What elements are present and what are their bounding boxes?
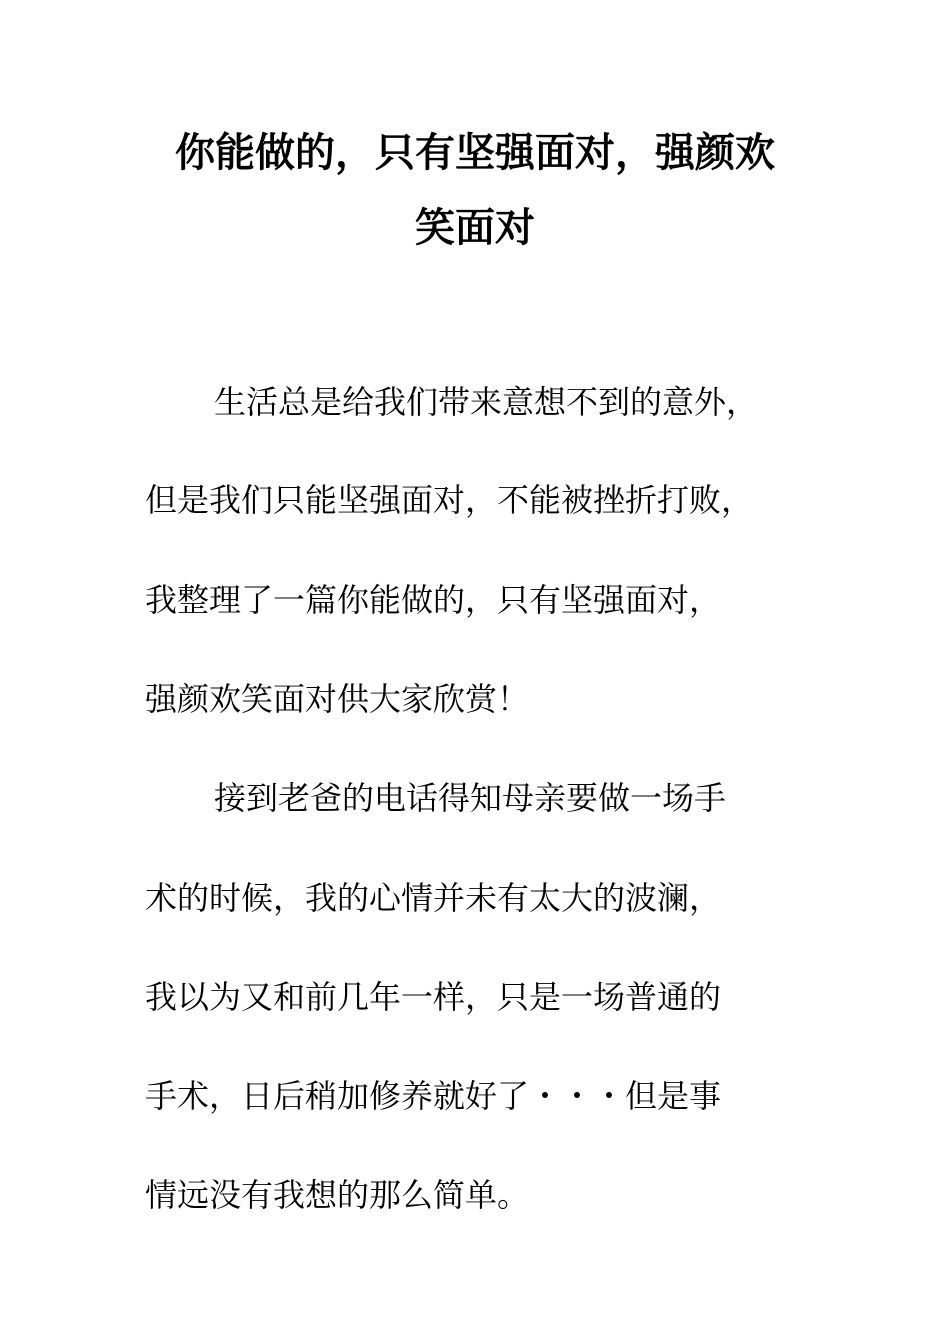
paragraph-2-line-2: 术的时候，我的心情并未有太大的波澜，: [145, 879, 722, 917]
paragraph-1-line-3: 我整理了一篇你能做的，只有坚强面对，: [145, 581, 722, 619]
title-line-2: 笑面对: [415, 205, 535, 251]
title-line-1: 你能做的，只有坚强面对，强颜欢: [175, 130, 775, 176]
paragraph-1-line-1: 生活总是给我们带来意想不到的意外，: [214, 383, 759, 421]
paragraph-2-line-1: 接到老爸的电话得知母亲要做一场手: [214, 779, 727, 817]
paragraph-1-line-2: 但是我们只能坚强面对，不能被挫折打败，: [145, 481, 754, 519]
paragraph-1-line-4: 强颜欢笑面对供大家欣赏！: [145, 680, 530, 718]
paragraph-2-line-3: 我以为又和前几年一样，只是一场普通的: [145, 978, 722, 1016]
paragraph-2-line-5: 情远没有我想的那么简单。: [145, 1176, 530, 1214]
paragraph-2-line-4: 手术，日后稍加修养就好了・・・但是事: [145, 1077, 722, 1115]
